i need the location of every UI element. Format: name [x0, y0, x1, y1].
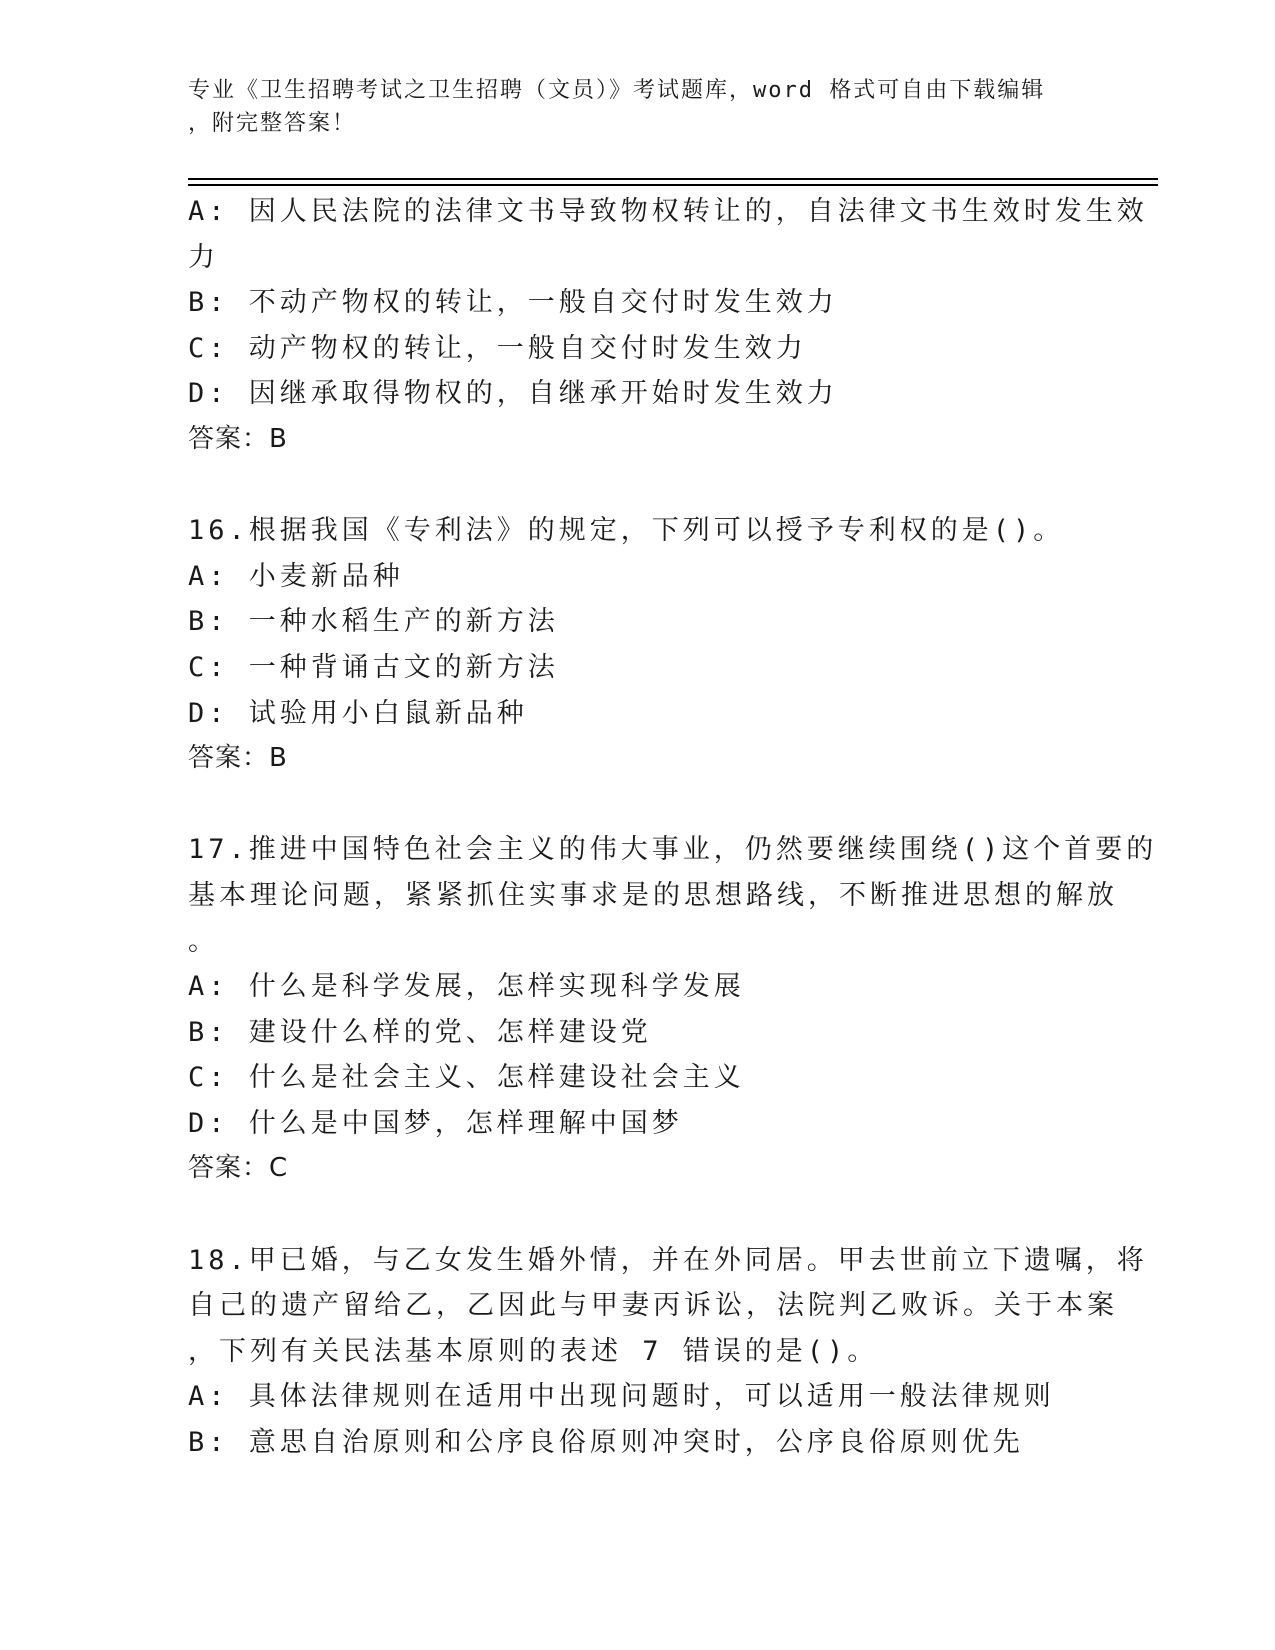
answer: 答案：C — [188, 1153, 289, 1184]
option-c: C: 什么是社会主义、怎样建设社会主义 — [188, 1062, 745, 1094]
question-stem-end: ，下列有关民法基本原则的表述 7 错误的是()。 — [188, 1335, 879, 1367]
document-header — [188, 74, 1068, 140]
header-title-line: 专业《卫生招聘考试之卫生招聘（文员）》考试题库，word 格式可自由下载编辑 — [188, 78, 1046, 103]
option-b: B: 一种水稻生产的新方法 — [188, 606, 559, 638]
option-c: C: 动产物权的转让，一般自交付时发生效力 — [188, 332, 807, 364]
question-list — [188, 189, 1158, 1466]
question-16 — [188, 508, 1088, 782]
spacer — [188, 1192, 1088, 1238]
option-b: B: 建设什么样的党、怎样建设党 — [188, 1016, 652, 1048]
option-a-continued: 力 — [188, 241, 219, 273]
option-a: A: 什么是科学发展，怎样实现科学发展 — [188, 971, 745, 1003]
option-b: B: 不动产物权的转让，一般自交付时发生效力 — [188, 287, 838, 319]
spacer — [188, 463, 1088, 509]
option-a: A: 因人民法院的法律文书导致物权转让的，自法律文书生效时发生效 — [188, 196, 1148, 227]
option-a: A: 具体法律规则在适用中出现问题时，可以适用一般法律规则 — [188, 1381, 1055, 1413]
question-15 — [188, 189, 1148, 463]
header-title-line-continued: ，附完整答案！ — [188, 111, 357, 136]
question-stem-end: 。 — [188, 925, 219, 957]
header-divider-bottom — [188, 184, 1158, 186]
answer: 答案：B — [188, 743, 288, 774]
question-stem-continued: 基本理论问题，紧紧抓住实事求是的思想路线，不断推进思想的解放 — [188, 879, 1118, 911]
option-c: C: 一种背诵古文的新方法 — [188, 651, 559, 683]
question-stem: 16.根据我国《专利法》的规定，下列可以授予专利权的是()。 — [188, 515, 1065, 547]
question-18 — [188, 1238, 1148, 1466]
question-17 — [188, 827, 1158, 1192]
option-b: B: 意思自治原则和公序良俗原则冲突时，公序良俗原则优先 — [188, 1427, 1024, 1459]
question-stem: 18.甲已婚，与乙女发生婚外情，并在外同居。甲去世前立下遗嘱，将 — [188, 1244, 1148, 1276]
option-d: D: 什么是中国梦，怎样理解中国梦 — [188, 1107, 683, 1139]
option-d: D: 试验用小白鼠新品种 — [188, 697, 528, 729]
spacer — [188, 782, 1088, 828]
question-stem: 17.推进中国特色社会主义的伟大事业，仍然要继续围绕()这个首要的 — [188, 834, 1158, 866]
answer: 答案：B — [188, 423, 288, 454]
option-a: A: 小麦新品种 — [188, 560, 404, 592]
question-stem-continued: 自己的遗产留给乙，乙因此与甲妻丙诉讼，法院判乙败诉。关于本案 — [188, 1290, 1118, 1322]
header-divider-top — [188, 178, 1158, 180]
option-d: D: 因继承取得物权的，自继承开始时发生效力 — [188, 378, 838, 410]
